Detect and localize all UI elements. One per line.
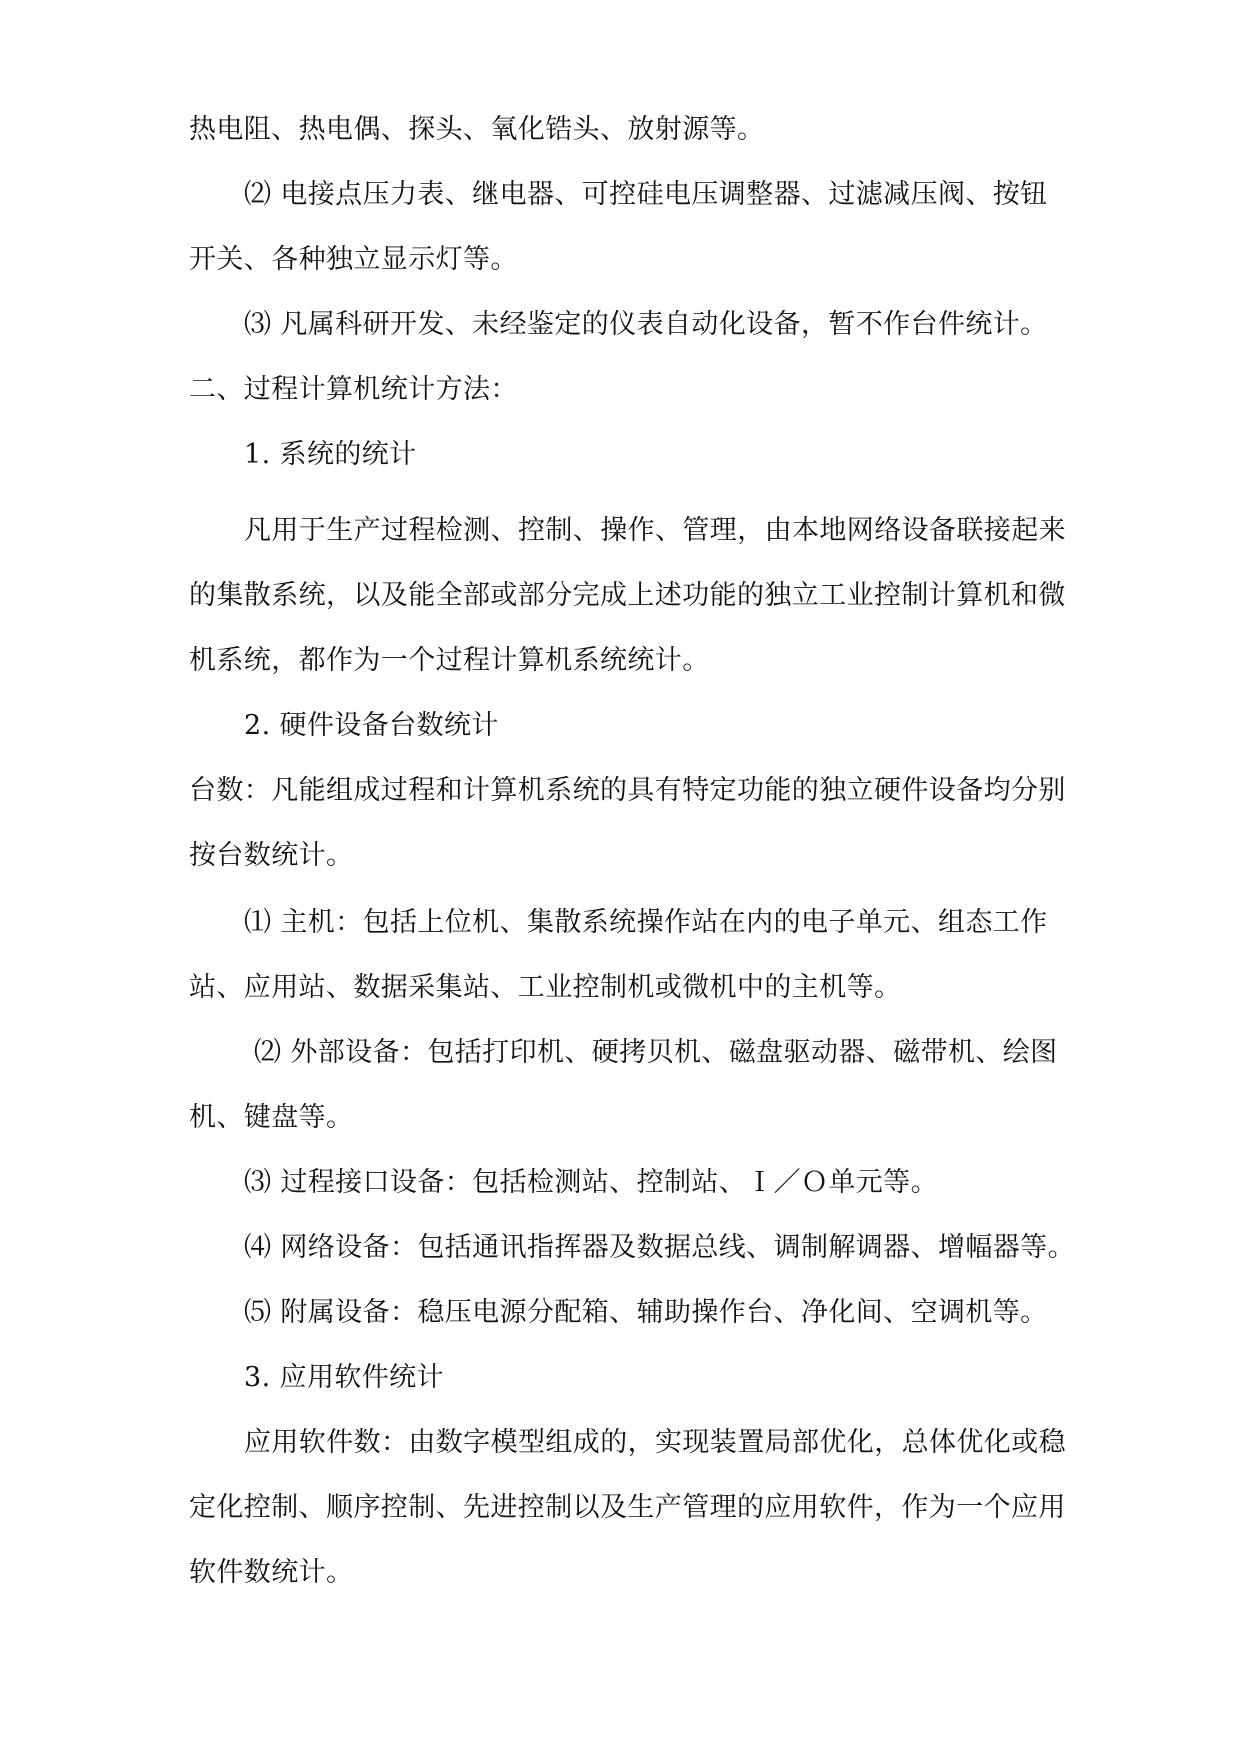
text-line: ⑵ 外部设备：包括打印机、硬拷贝机、磁盘驱动器、磁带机、绘图 bbox=[254, 1037, 1058, 1068]
text-line: ⑶ 凡属科研开发、未经鉴定的仪表自动化设备，暂不作台件统计。 bbox=[244, 309, 1048, 340]
text-line: 台数：凡能组成过程和计算机系统的具有特定功能的独立硬件设备均分别 bbox=[189, 775, 1066, 806]
text-line: 定化控制、顺序控制、先进控制以及生产管理的应用软件，作为一个应用 bbox=[189, 1492, 1066, 1523]
text-line: 开关、各种独立显示灯等。 bbox=[189, 244, 518, 275]
text-line: 站、应用站、数据采集站、工业控制机或微机中的主机等。 bbox=[189, 972, 902, 1003]
text-line: 机、键盘等。 bbox=[189, 1102, 354, 1133]
subsection-heading: 1. 系统的统计 bbox=[244, 439, 417, 470]
text-line: 应用软件数：由数字模型组成的，实现装置局部优化，总体优化或稳 bbox=[244, 1427, 1066, 1458]
subsection-heading: 3. 应用软件统计 bbox=[244, 1362, 444, 1393]
text-line: ⑴ 主机：包括上位机、集散系统操作站在内的电子单元、组态工作 bbox=[244, 907, 1048, 938]
subsection-heading: 2. 硬件设备台数统计 bbox=[244, 710, 499, 741]
text-line: 凡用于生产过程检测、控制、操作、管理，由本地网络设备联接起来 bbox=[244, 515, 1066, 546]
text-line: 的集散系统，以及能全部或部分完成上述功能的独立工业控制计算机和微 bbox=[189, 580, 1066, 611]
text-line: ⑸ 附属设备：稳压电源分配箱、辅助操作台、净化间、空调机等。 bbox=[244, 1297, 1048, 1328]
text-line: 热电阻、热电偶、探头、氧化锆头、放射源等。 bbox=[189, 114, 765, 145]
text-line: ⑵ 电接点压力表、继电器、可控硅电压调整器、过滤减压阀、按钮 bbox=[244, 179, 1048, 210]
text-line: ⑷ 网络设备：包括通讯指挥器及数据总线、调制解调器、增幅器等。 bbox=[244, 1232, 1075, 1263]
text-line: 按台数统计。 bbox=[189, 840, 354, 871]
section-heading: 二、过程计算机统计方法： bbox=[189, 374, 518, 405]
text-line: ⑶ 过程接口设备：包括检测站、控制站、Ｉ／Ｏ单元等。 bbox=[244, 1167, 938, 1198]
text-line: 软件数统计。 bbox=[189, 1557, 354, 1588]
text-line: 机系统，都作为一个过程计算机系统统计。 bbox=[189, 645, 710, 676]
